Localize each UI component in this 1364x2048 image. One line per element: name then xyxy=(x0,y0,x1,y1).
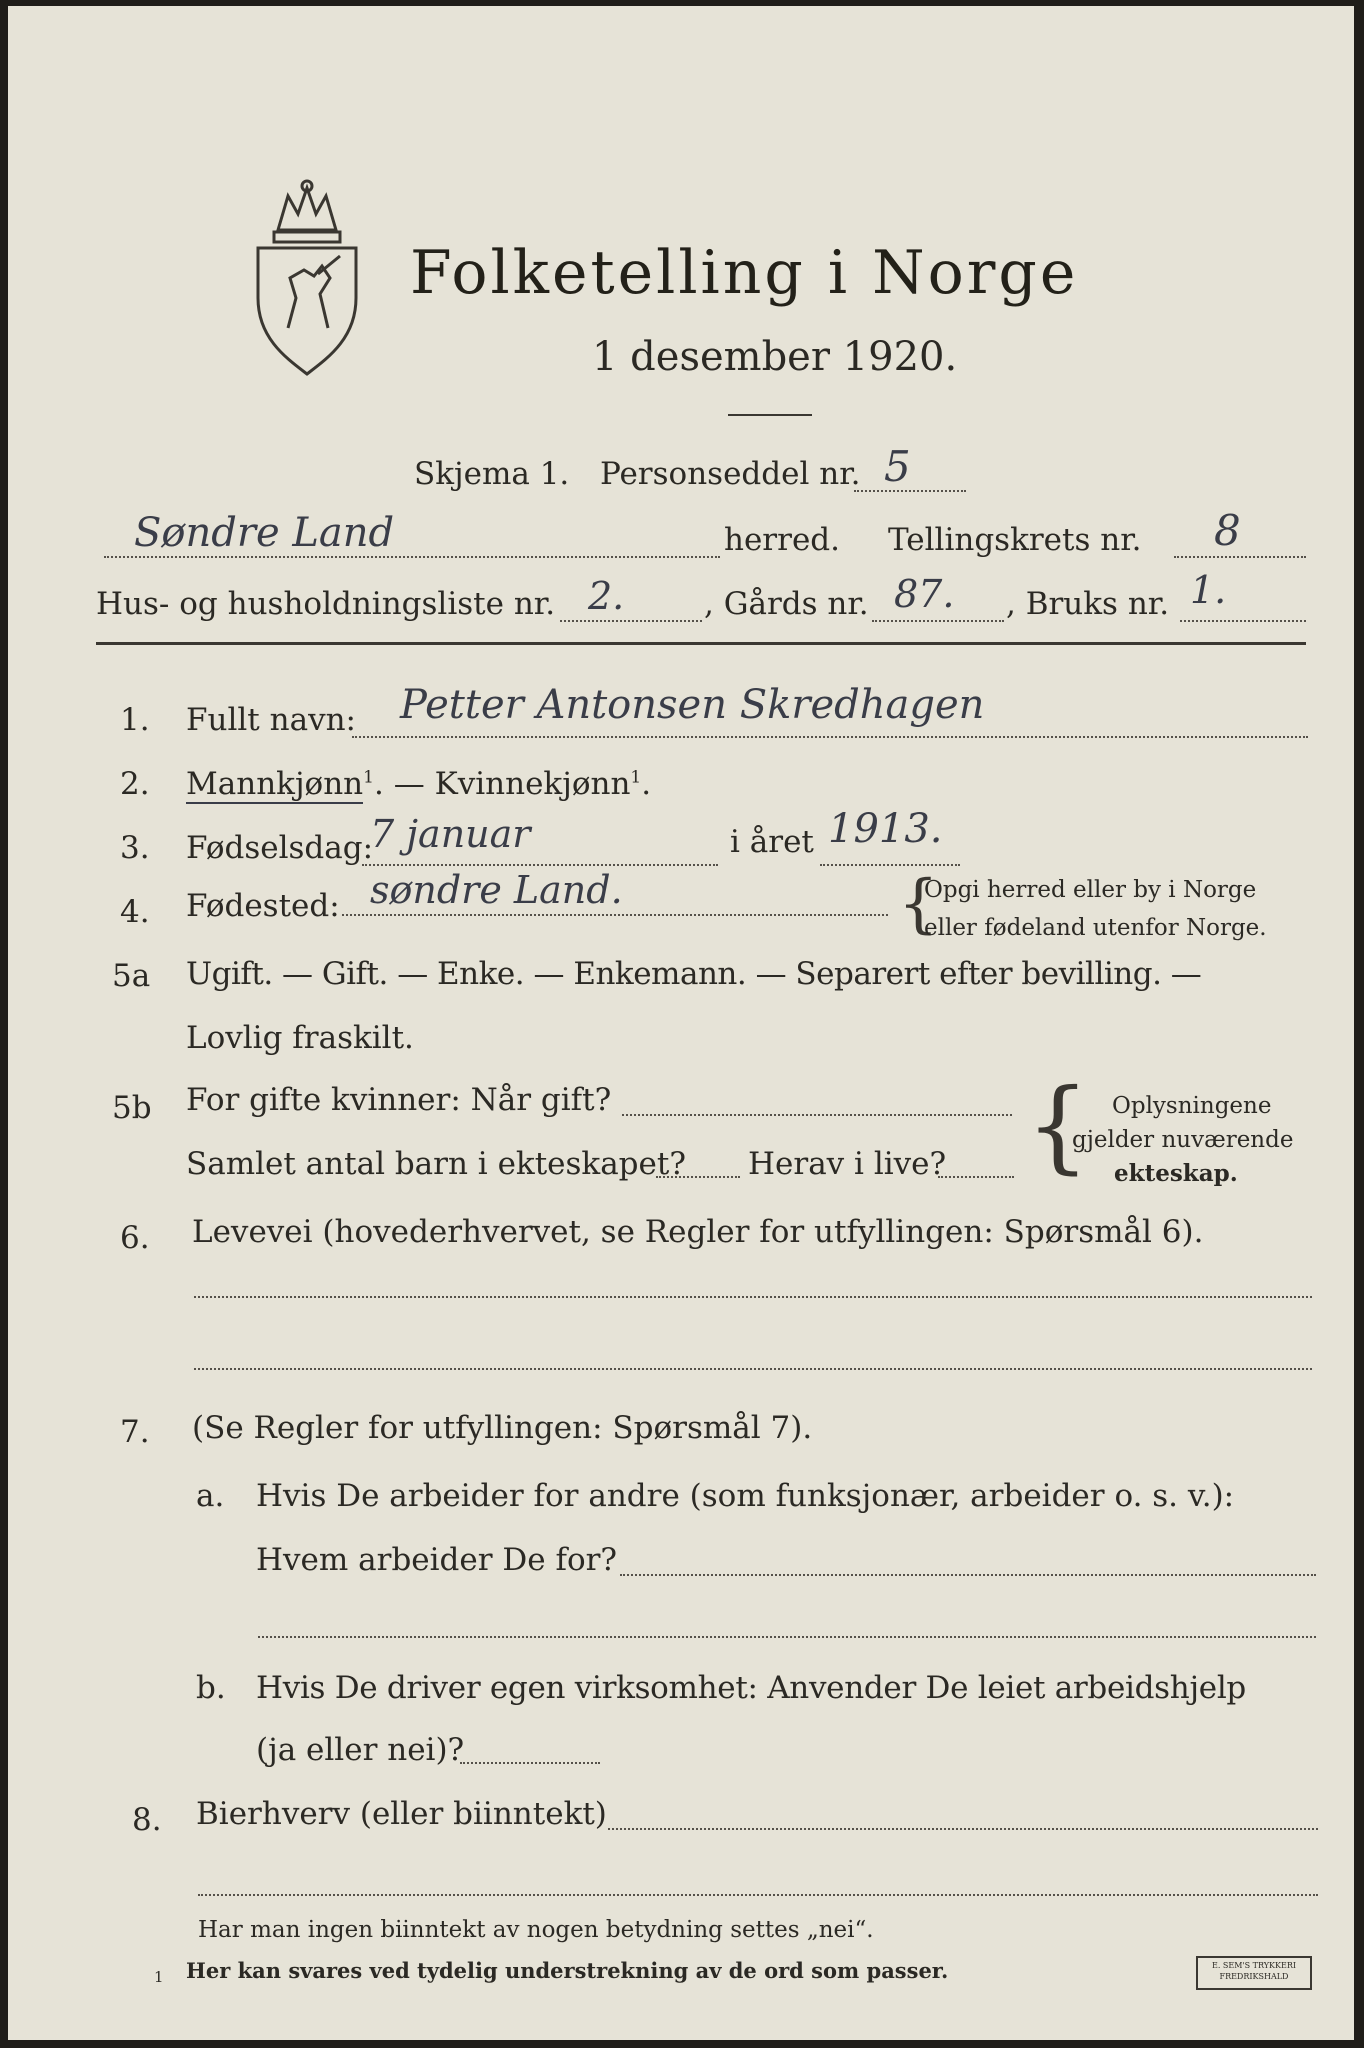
q8-number: 8. xyxy=(132,1802,162,1838)
q4-note-1: Opgi herred eller by i Norge xyxy=(924,877,1257,903)
q7-number: 7. xyxy=(120,1414,150,1450)
q7b-letter: b. xyxy=(196,1670,226,1706)
form-title: Folketelling i Norge xyxy=(410,238,1079,308)
q3-year-label: i året xyxy=(730,824,814,860)
herred-value: Søndre Land xyxy=(134,510,395,556)
norway-coat-of-arms-icon xyxy=(248,178,366,378)
census-form xyxy=(8,6,1354,2040)
q5a-number: 5a xyxy=(112,958,151,994)
q8-line-2 xyxy=(198,1894,1318,1896)
q7b-line-1: Hvis De driver egen virksomhet: Anvender De leiet arbeidshjelp xyxy=(256,1670,1246,1706)
q7-label: (Se Regler for utfyllingen: Spørsmål 7). xyxy=(192,1410,813,1446)
q2-end: . xyxy=(641,766,652,802)
q7a-line-fill-2 xyxy=(258,1636,1316,1638)
q6-label: Levevei (hovederhvervet, se Regler for utfyllingen: Spørsmål 6). xyxy=(192,1214,1204,1250)
bruks-label: , Bruks nr. xyxy=(1006,586,1170,622)
q2-footnote-marker-1: 1 xyxy=(363,767,374,788)
q4-number: 4. xyxy=(120,894,150,930)
hus-value: 2. xyxy=(588,574,625,618)
tellingskrets-label: Tellingskrets nr. xyxy=(888,522,1142,558)
gards-line xyxy=(872,620,1004,622)
q8-line-1 xyxy=(608,1828,1318,1830)
q4-value: søndre Land. xyxy=(370,868,623,912)
q7b-line-2: (ja eller nei)? xyxy=(256,1732,465,1768)
q7a-line-1: Hvis De arbeider for andre (som funksjonær, arbeider o. s. v.): xyxy=(256,1478,1235,1514)
tellingskrets-value: 8 xyxy=(1214,506,1241,555)
q7a-line-2: Hvem arbeider De for? xyxy=(256,1542,618,1578)
q5b-label-2: Samlet antal barn i ekteskapet? xyxy=(186,1146,686,1182)
q6-number: 6. xyxy=(120,1220,150,1256)
q5b-line-3 xyxy=(938,1176,1014,1178)
q3-day-line xyxy=(362,864,718,866)
schema-label: Skjema 1. xyxy=(414,456,570,492)
q5b-brace: { xyxy=(1026,1067,1090,1184)
q5b-label-3: Herav i live? xyxy=(748,1146,947,1182)
printer-line-1: E. SEM'S TRYKKERI xyxy=(1211,1961,1297,1970)
q5a-line-2: Lovlig fraskilt. xyxy=(186,1020,414,1056)
q2-footnote-marker-2: 1 xyxy=(630,767,642,788)
q4-brace: { xyxy=(898,867,939,941)
bruks-line xyxy=(1180,620,1306,622)
q8-label: Bierhverv (eller biinntekt) xyxy=(196,1796,607,1832)
q4-note-2: eller fødeland utenfor Norge. xyxy=(924,915,1267,941)
herred-line xyxy=(104,556,720,558)
q7a-line-fill-1 xyxy=(620,1574,1316,1576)
census-date: 1 desember 1920. xyxy=(592,334,958,380)
hus-line xyxy=(560,620,702,622)
bruks-value: 1. xyxy=(1190,568,1227,612)
footnote-text: Her kan svares ved tydelig understrekning av de ord som passer. xyxy=(186,1958,949,1983)
q8-note: Har man ingen biinntekt av nogen betydning settes „nei“. xyxy=(198,1917,874,1943)
q5b-line-2 xyxy=(656,1176,740,1178)
herred-label: herred. xyxy=(724,522,840,558)
printer-stamp xyxy=(1196,1956,1312,1990)
q6-line-1 xyxy=(194,1296,1312,1298)
q4-line xyxy=(342,914,888,916)
q1-number: 1. xyxy=(120,702,150,738)
q4-label: Fødested: xyxy=(186,888,340,924)
q1-value: Petter Antonsen Skredhagen xyxy=(400,682,985,728)
q5b-number: 5b xyxy=(112,1090,152,1126)
tellingskrets-line xyxy=(1174,556,1306,558)
q2-separator: . — xyxy=(373,766,425,802)
q3-label: Fødselsdag: xyxy=(186,830,374,866)
personseddel-label: Personseddel nr. xyxy=(600,456,861,492)
q5b-note-2: gjelder nuværende xyxy=(1072,1127,1294,1153)
q1-label: Fullt navn: xyxy=(186,702,356,738)
q3-number: 3. xyxy=(120,830,150,866)
q2-number: 2. xyxy=(120,766,150,802)
personseddel-value: 5 xyxy=(884,442,911,491)
footnote-marker: 1 xyxy=(154,1968,164,1986)
gards-label: , Gårds nr. xyxy=(704,586,869,622)
q7b-line-fill xyxy=(460,1762,600,1764)
q5a-line-1: Ugift. — Gift. — Enke. — Enkemann. — Separert efter bevilling. — xyxy=(186,956,1202,992)
q5b-label-1: For gifte kvinner: Når gift? xyxy=(186,1082,612,1118)
gards-value: 87. xyxy=(894,572,955,616)
q2-options xyxy=(186,766,651,802)
q5b-note-3: ekteskap. xyxy=(1114,1160,1238,1187)
printer-line-2: FREDRIKSHALD xyxy=(1219,1972,1289,1981)
title-divider xyxy=(728,414,812,416)
q5b-line-1 xyxy=(622,1114,1012,1116)
q2-kvinnekjonn: Kvinnekjønn xyxy=(434,766,631,802)
q2-mannkjonn: Mannkjønn xyxy=(186,766,364,802)
hus-label: Hus- og husholdningsliste nr. xyxy=(96,586,556,622)
q3-year-value: 1913. xyxy=(828,806,943,852)
q3-day-value: 7 januar xyxy=(370,812,531,856)
q5b-note-1: Oplysningene xyxy=(1112,1093,1272,1119)
q1-line xyxy=(352,736,1308,738)
q6-line-2 xyxy=(194,1368,1312,1370)
header-divider xyxy=(96,642,1306,645)
q3-year-line xyxy=(820,864,960,866)
q7a-letter: a. xyxy=(196,1478,225,1514)
